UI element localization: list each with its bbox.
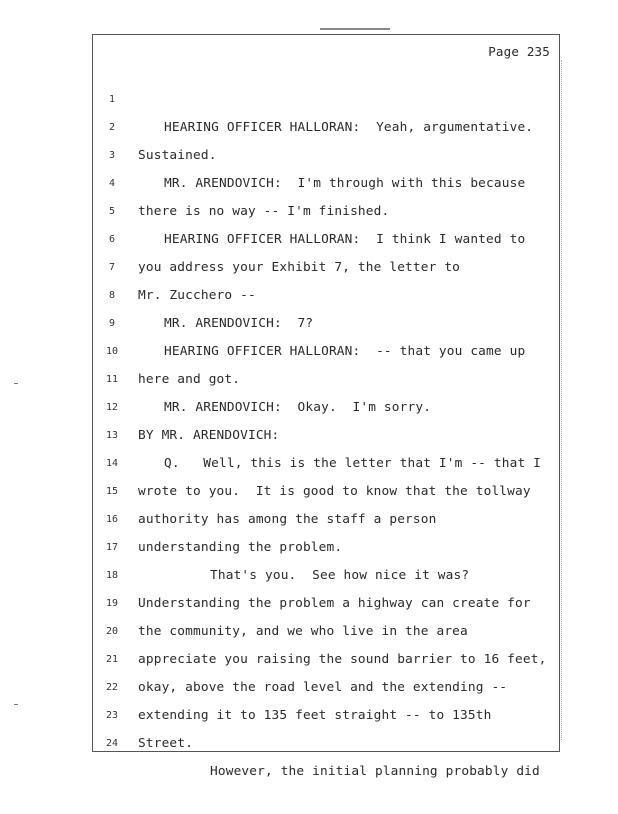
line-number: 8 (108, 290, 116, 301)
line-text: HEARING OFFICER HALLORAN: I think I wanted to (164, 232, 526, 247)
line-text: Street. (138, 736, 193, 751)
line-number: 12 (105, 402, 119, 413)
line-text: extending it to 135 feet straight -- to 135th (138, 708, 492, 723)
line-text: here and got. (138, 372, 241, 387)
line-text: HEARING OFFICER HALLORAN: Yeah, argumentative. (164, 120, 534, 135)
line-number: 7 (108, 262, 116, 273)
line-number: 16 (105, 514, 119, 525)
line-number: 11 (105, 374, 119, 385)
line-text: understanding the problem. (138, 540, 343, 555)
line-text: authority has among the staff a person (138, 512, 437, 527)
line-number: 9 (108, 318, 116, 329)
line-text: okay, above the road level and the extending -- (138, 680, 508, 695)
line-number: 3 (108, 150, 116, 161)
line-text: Mr. Zucchero -- (138, 288, 256, 303)
line-number: 2 (108, 122, 116, 133)
line-text: wrote to you. It is good to know that the tollway (138, 484, 531, 499)
line-text: MR. ARENDOVICH: Okay. I'm sorry. (164, 400, 432, 415)
line-text: However, the initial planning probably did (210, 764, 540, 779)
line-number: 10 (105, 346, 119, 357)
line-number: 22 (105, 682, 119, 693)
line-text: appreciate you raising the sound barrier to 16 feet, (138, 652, 547, 667)
line-number: 23 (105, 710, 119, 721)
line-number: 4 (108, 178, 116, 189)
line-number: 1 (108, 94, 116, 105)
line-text: HEARING OFFICER HALLORAN: -- that you came up (164, 344, 526, 359)
line-text: Understanding the problem a highway can create for (138, 596, 531, 611)
line-number: 6 (108, 234, 116, 245)
scan-edge-marks (561, 60, 565, 740)
line-number: 5 (108, 206, 116, 217)
margin-mark (14, 704, 18, 705)
line-text: the community, and we who live in the area (138, 624, 468, 639)
line-text: Sustained. (138, 148, 217, 163)
line-number: 17 (105, 542, 119, 553)
transcript-line (98, 58, 558, 135)
line-text: MR. ARENDOVICH: I'm through with this because (164, 176, 526, 191)
line-text: BY MR. ARENDOVICH: (138, 428, 280, 443)
margin-mark (14, 383, 18, 384)
line-text: MR. ARENDOVICH: 7? (164, 316, 314, 331)
line-number: 18 (105, 570, 119, 581)
line-text: That's you. See how nice it was? (210, 568, 470, 583)
line-text: there is no way -- I'm finished. (138, 204, 390, 219)
page-number: Page 235 (488, 44, 550, 59)
line-number: 21 (105, 654, 119, 665)
line-number: 24 (105, 738, 119, 749)
line-number: 14 (105, 458, 119, 469)
line-number: 20 (105, 626, 119, 637)
line-number: 15 (105, 486, 119, 497)
line-text: you address your Exhibit 7, the letter to (138, 260, 461, 275)
line-text: Q. Well, this is the letter that I'm -- that I (164, 456, 542, 471)
scan-top-mark (320, 28, 390, 30)
line-number: 13 (105, 430, 119, 441)
line-number: 19 (105, 598, 119, 609)
